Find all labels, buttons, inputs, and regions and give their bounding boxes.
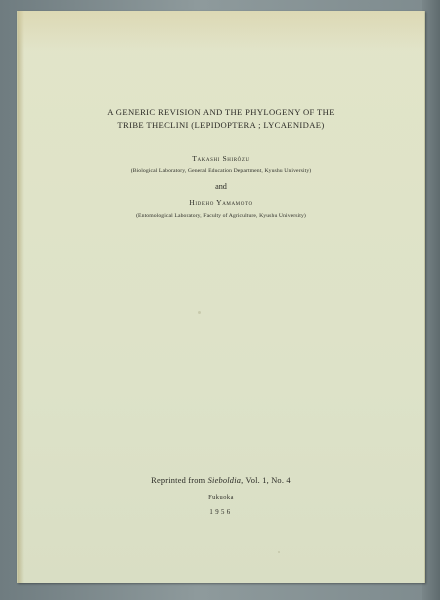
reprint-cover-page — [17, 11, 425, 583]
reprint-prefix: Reprinted from — [151, 476, 208, 485]
title-line-1: A GENERIC REVISION AND THE PHYLOGENY OF THE — [107, 107, 335, 117]
author-1-affiliation: (Biological Laboratory, General Education Department, Kyushu University) — [130, 168, 312, 174]
page-discoloration — [18, 11, 424, 51]
document-title — [18, 106, 424, 132]
publication-year: 1956 — [209, 509, 233, 516]
paper-spot — [278, 551, 280, 553]
journal-name: Sieboldia — [207, 476, 242, 485]
author-1-name: Takashi Shirôzu — [192, 154, 250, 163]
reprint-notice — [18, 476, 424, 485]
publication-place: Fukuoka — [208, 494, 234, 501]
author-2-affiliation: (Entomological Laboratory, Faculty of Agriculture, Kyushu University) — [136, 213, 306, 219]
reprint-volume: , Vol. 1, No. 4 — [241, 476, 291, 485]
author-conjunction: and — [215, 182, 227, 191]
title-line-2: TRIBE THECLINI (LEPIDOPTERA ; LYCAENIDAE) — [117, 120, 325, 130]
author-2-name: Hideho Yamamoto — [189, 198, 253, 207]
paper-spot — [198, 311, 201, 314]
